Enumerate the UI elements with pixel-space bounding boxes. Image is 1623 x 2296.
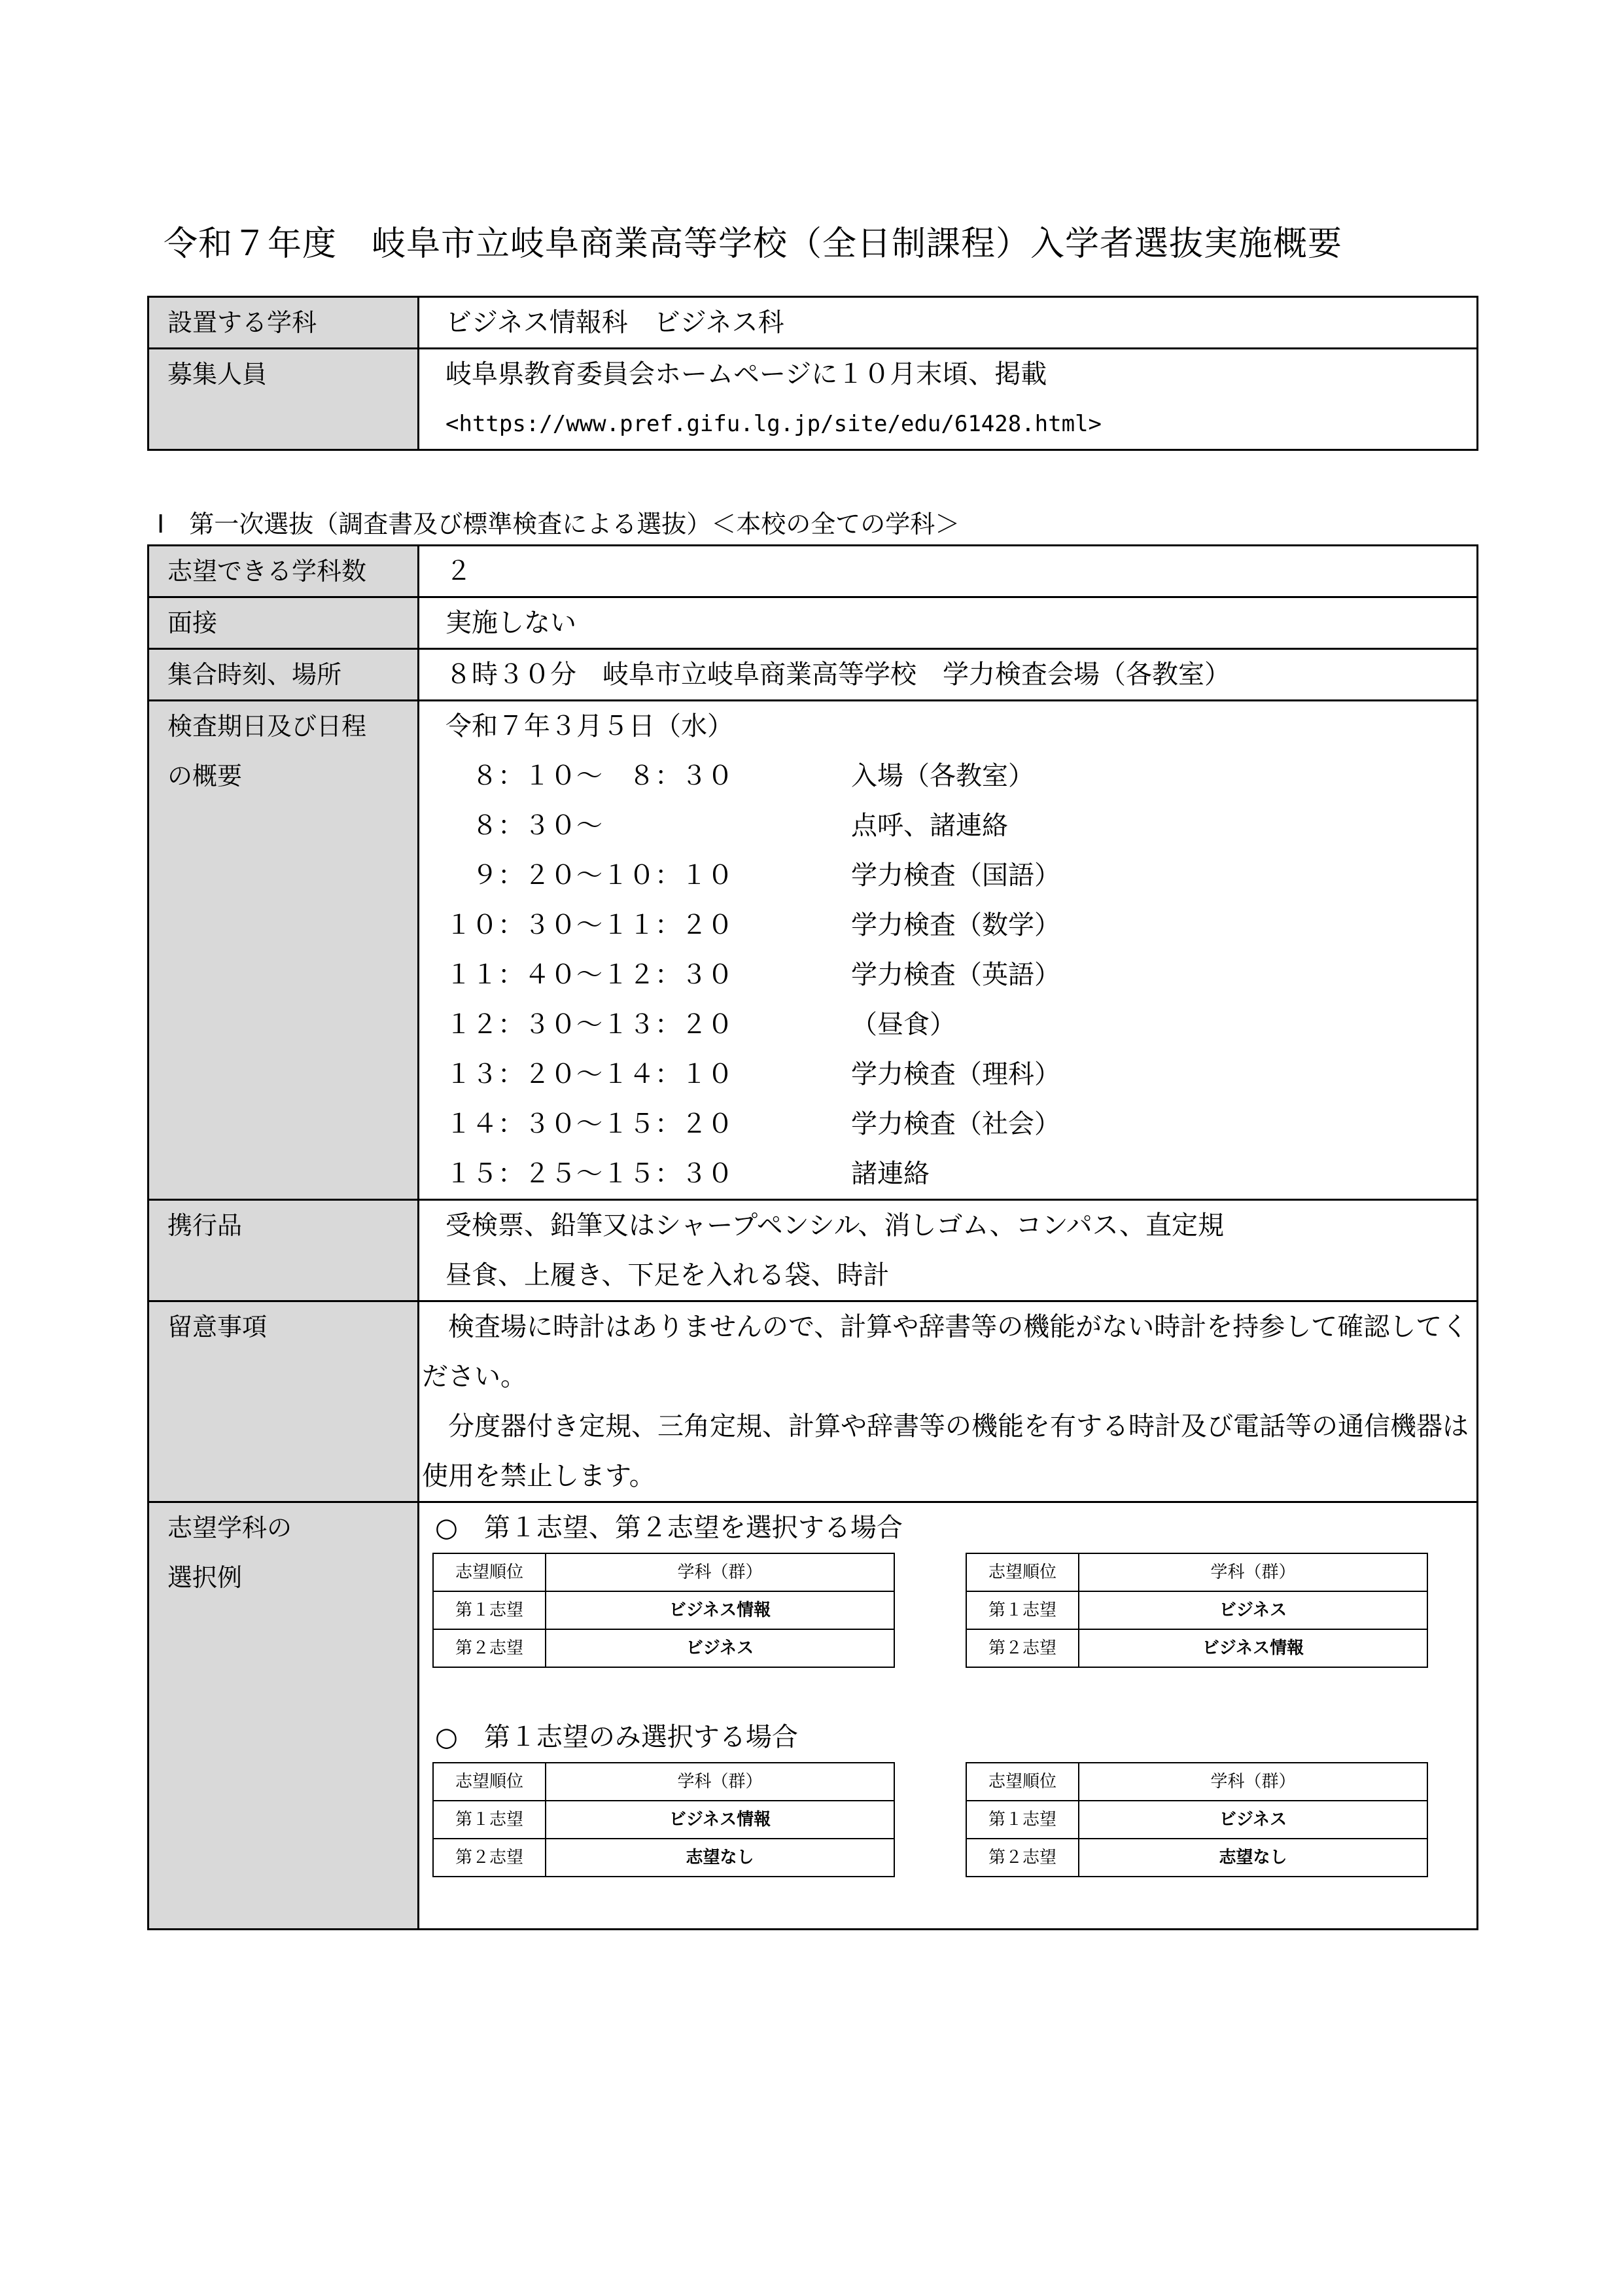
schedule-row — [445, 851, 1476, 900]
example-table-d — [966, 1762, 1428, 1877]
choice-case-1: ○ 第１志望、第２志望を選択する場合 — [435, 1513, 903, 1543]
schedule-time: １２：３０～１３：２０ — [445, 1010, 733, 1040]
items-line2: 昼食、上履き、下足を入れる袋、時計 — [445, 1260, 890, 1290]
spacer — [419, 1673, 1476, 1712]
example-pair-2 — [419, 1762, 1476, 1877]
rank-header: 志望順位 — [966, 1763, 1079, 1801]
choice-label-line1: 志望学科の — [167, 1513, 292, 1542]
dept-second: ビジネス情報 — [1079, 1629, 1427, 1667]
schedule-time: １３：２０～１４：１０ — [445, 1059, 733, 1089]
items-cell — [419, 1200, 1478, 1301]
num-depts-label: 志望できる学科数 — [148, 546, 419, 597]
rank-header: 志望順位 — [433, 1763, 546, 1801]
schedule-row — [445, 751, 1476, 801]
dept-header: 学科（群） — [1079, 1763, 1427, 1801]
schedule-row — [445, 900, 1476, 950]
example-table-a — [432, 1553, 895, 1668]
notes-paragraph-2: 分度器付き定規、三角定規、計算や辞書等の機能を有する時計及び電話等の通信機器は使用を禁止します。 — [422, 1411, 1469, 1491]
assembly-value: ８時３０分 岐阜市立岐阜商業高等学校 学力検査会場（各教室） — [419, 649, 1478, 701]
assembly-label: 集合時刻、場所 — [148, 649, 419, 701]
rank-first: 第１志望 — [966, 1591, 1079, 1629]
choice-label — [148, 1502, 419, 1930]
schedule-event: 学力検査（数学） — [851, 910, 1060, 940]
schedule-event: 入場（各教室） — [851, 761, 1034, 791]
rank-first: 第１志望 — [433, 1591, 546, 1629]
bottom-spacer — [419, 1882, 1476, 1928]
schedule-time: １５：２５～１５：３０ — [445, 1159, 733, 1189]
schedule-row — [445, 1149, 1476, 1199]
dept-first: ビジネス情報 — [546, 1591, 894, 1629]
schedule-time: １４：３０～１５：２０ — [445, 1109, 733, 1139]
interview-label: 面接 — [148, 597, 419, 649]
schedule-time: ８：３０～ — [445, 811, 602, 841]
rank-second: 第２志望 — [433, 1629, 546, 1667]
schedule-row — [445, 1099, 1476, 1149]
selection-table — [147, 544, 1478, 1930]
dept-second: 志望なし — [546, 1839, 894, 1877]
schedule-event: （昼食） — [851, 1010, 956, 1040]
schedule-event: 諸連絡 — [851, 1159, 930, 1189]
schedule-row — [445, 1050, 1476, 1099]
items-line1: 受検票、鉛筆又はシャープペンシル、消しゴム、コンパス、直定規 — [445, 1210, 1224, 1241]
dept-first: ビジネス情報 — [546, 1801, 894, 1839]
items-label: 携行品 — [148, 1200, 419, 1301]
quota-label: 募集人員 — [148, 349, 419, 450]
rank-second: 第２志望 — [966, 1839, 1079, 1877]
dept-second: 志望なし — [1079, 1839, 1427, 1877]
schedule-time: ８：１０～ ８：３０ — [445, 761, 733, 791]
notes-paragraph-1: 検査場に時計はありませんので、計算や辞書等の機能がない時計を持参して確認してください。 — [422, 1312, 1469, 1392]
interview-value: 実施しない — [419, 597, 1478, 649]
choice-cell — [419, 1502, 1478, 1930]
example-table-b — [966, 1553, 1428, 1668]
dept-first: ビジネス — [1079, 1801, 1427, 1839]
rank-second: 第２志望 — [433, 1839, 546, 1877]
exam-date: 令和７年３月５日（水） — [445, 711, 733, 741]
section-heading: Ⅰ 第一次選抜（調査書及び標準検査による選抜）＜本校の全ての学科＞ — [157, 510, 960, 539]
schedule-row — [445, 801, 1476, 851]
rank-header: 志望順位 — [966, 1553, 1079, 1591]
exam-label-line1: 検査期日及び日程 — [167, 712, 367, 741]
schedule-time: ９：２０～１０：１０ — [445, 860, 733, 891]
dept-first: ビジネス — [1079, 1591, 1427, 1629]
schedule-event: 学力検査（社会） — [851, 1109, 1060, 1139]
rank-second: 第２志望 — [966, 1629, 1079, 1667]
dept-header: 学科（群） — [1079, 1553, 1427, 1591]
schedule-time: １１：４０～１２：３０ — [445, 960, 733, 990]
dept-value: ビジネス情報科 ビジネス科 — [419, 297, 1478, 349]
rank-first: 第１志望 — [433, 1801, 546, 1839]
schedule-event: 学力検査（国語） — [851, 860, 1060, 891]
rank-first: 第１志望 — [966, 1801, 1079, 1839]
info-table — [147, 296, 1478, 451]
quota-cell — [419, 349, 1478, 450]
exam-label — [148, 701, 419, 1200]
schedule-event: 点呼、諸連絡 — [851, 811, 1008, 841]
exam-label-line2: の概要 — [167, 762, 243, 790]
choice-label-line2: 選択例 — [167, 1563, 243, 1592]
quota-value: 岐阜県教育委員会ホームページに１０月末頃、掲載 — [445, 359, 1047, 389]
schedule-row — [445, 1000, 1476, 1050]
schedule-time: １０：３０～１１：２０ — [445, 910, 733, 940]
rank-header: 志望順位 — [433, 1553, 546, 1591]
dept-second: ビジネス — [546, 1629, 894, 1667]
choice-case-2: ○ 第１志望のみ選択する場合 — [435, 1722, 798, 1752]
num-depts-value: ２ — [419, 546, 1478, 597]
notes-label: 留意事項 — [148, 1301, 419, 1502]
example-pair-1 — [419, 1553, 1476, 1668]
exam-schedule-cell — [419, 701, 1478, 1200]
page-title: 令和７年度 岐阜市立岐阜商業高等学校（全日制課程）入学者選抜実施概要 — [164, 224, 1343, 264]
example-table-c — [432, 1762, 895, 1877]
schedule-event: 学力検査（英語） — [851, 960, 1060, 990]
schedule-row — [445, 950, 1476, 1000]
notes-cell — [419, 1301, 1478, 1502]
dept-header: 学科（群） — [546, 1553, 894, 1591]
schedule-event: 学力検査（理科） — [851, 1059, 1060, 1089]
dept-header: 学科（群） — [546, 1763, 894, 1801]
quota-url[interactable]: <https://www.pref.gifu.lg.jp/site/edu/61428.html> — [445, 411, 1102, 437]
dept-label: 設置する学科 — [148, 297, 419, 349]
